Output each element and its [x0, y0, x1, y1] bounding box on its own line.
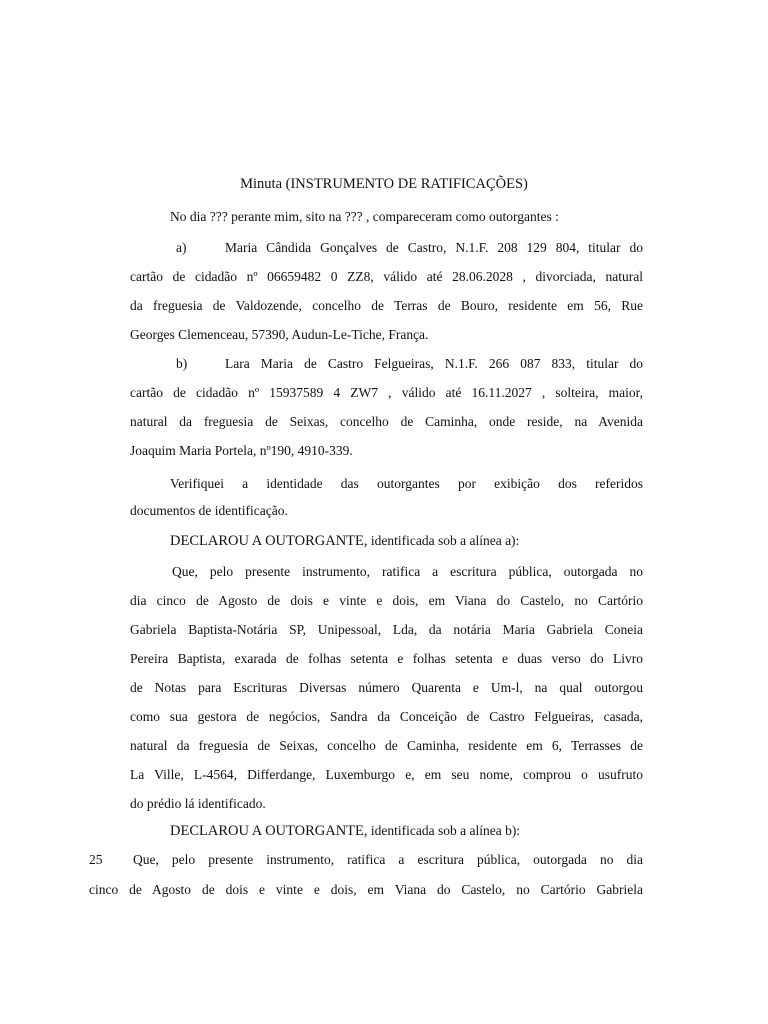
item-b-line: Joaquim Maria Portela, nº190, 4910-339. — [130, 443, 353, 458]
item-a-marker: a) — [176, 240, 187, 255]
declaration-a-line: Que, pelo presente instrumento, ratifica a escritura pública, outorgada no — [172, 564, 643, 579]
declaration-b-line: Que, pelo presente instrumento, ratifica a escritura pública, outorgada no dia — [133, 852, 643, 867]
verify-line: documentos de identificação. — [130, 503, 288, 518]
declaration-b-heading-row — [170, 823, 520, 840]
intro-paragraph: No dia ??? perante mim, sito na ??? , compareceram como outorgantes : — [170, 209, 559, 224]
item-b-line: cartão de cidadão nº 15937589 4 ZW7 , válido até 16.11.2027 , solteira, maior, — [130, 385, 643, 400]
item-a-line: Georges Clemenceau, 57390, Audun-Le-Tiche, França. — [130, 327, 429, 342]
declaration-b-heading: DECLAROU A OUTORGANTE, — [170, 823, 368, 839]
line-number: 25 — [89, 852, 103, 867]
item-b-line: Lara Maria de Castro Felgueiras, N.1.F. 266 087 833, titular do — [225, 356, 643, 371]
item-b-marker: b) — [176, 356, 188, 371]
document-title: Minuta (INSTRUMENTO DE RATIFICAÇÕES) — [240, 176, 528, 192]
declaration-a-heading-row — [170, 533, 519, 550]
declaration-a-line: dia cinco de Agosto de dois e vinte e dois, em Viana do Castelo, no Cartório — [130, 593, 643, 608]
item-a-line: cartão de cidadão nº 06659482 0 ZZ8, válido até 28.06.2028 , divorciada, natural — [130, 269, 643, 284]
declaration-a-line: natural da freguesia de Seixas, concelho de Caminha, residente em 6, Terrasses de — [130, 738, 643, 753]
declaration-a-suffix: identificada sob a alínea a): — [367, 533, 520, 548]
declaration-a-line: de Notas para Escrituras Diversas número Quarenta e Um-l, na qual outorgou — [130, 680, 643, 695]
declaration-a-line: Gabriela Baptista-Notária SP, Unipessoal, Lda, da notária Maria Gabriela Coneia — [130, 622, 643, 637]
declaration-a-line: La Ville, L-4564, Differdange, Luxemburgo e, em seu nome, comprou o usufruto — [130, 767, 643, 782]
item-a-line: da freguesia de Valdozende, concelho de Terras de Bouro, residente em 56, Rue — [130, 298, 643, 313]
verify-line: Verifiquei a identidade das outorgantes por exibição dos referidos — [170, 476, 643, 491]
declaration-a-line: como sua gestora de negócios, Sandra da Conceição de Castro Felgueiras, casada, — [130, 709, 643, 724]
declaration-b-line: cinco de Agosto de dois e vinte e dois, em Viana do Castelo, no Cartório Gabriela — [89, 882, 643, 897]
item-a-line: Maria Cândida Gonçalves de Castro, N.1.F. 208 129 804, titular do — [225, 240, 643, 255]
declaration-b-suffix: identificada sob a alínea b): — [367, 823, 521, 838]
item-b-line: natural da freguesia de Seixas, concelho de Caminha, onde reside, na Avenida — [130, 414, 643, 429]
declaration-a-line: Pereira Baptista, exarada de folhas setenta e folhas setenta e duas verso do Livro — [130, 651, 643, 666]
declaration-a-heading: DECLAROU A OUTORGANTE, — [170, 533, 368, 549]
declaration-a-line: do prédio lá identificado. — [130, 796, 266, 811]
